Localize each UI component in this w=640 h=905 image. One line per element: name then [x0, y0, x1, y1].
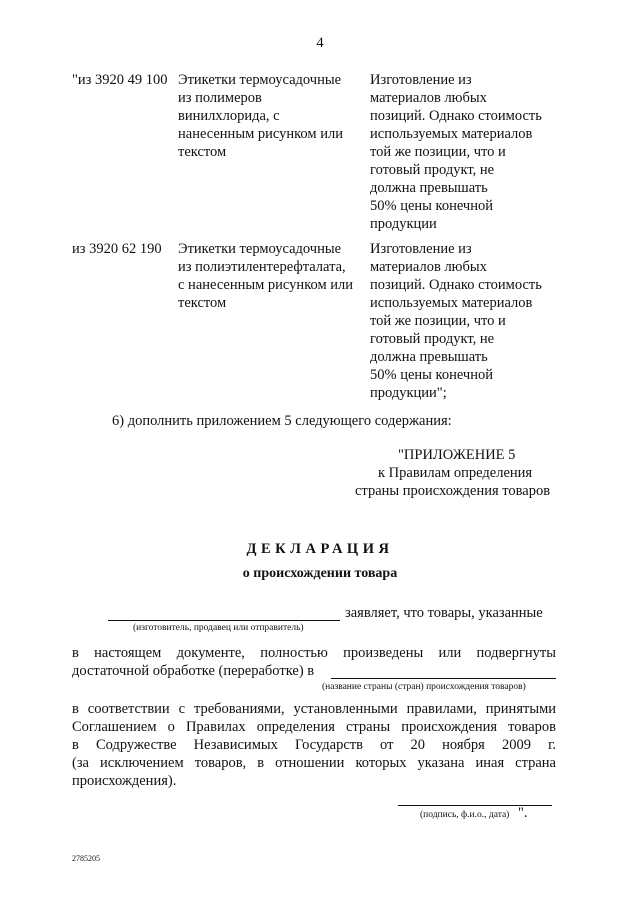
goods-description: Этикетки термоусадочные из полимеров винилхлорида, с нанесенным рисунком или текстом — [178, 72, 343, 160]
signature-blank-line — [398, 805, 552, 806]
appendix-title: "ПРИЛОЖЕНИЕ 5 — [398, 447, 516, 463]
body-line: происхождения). — [72, 773, 177, 789]
statement-text: заявляет, что товары, указанные — [345, 605, 543, 621]
page-number: 4 — [316, 35, 324, 51]
appendix-line-2: страны происхождения товаров — [355, 483, 551, 499]
closing-quote: ". — [518, 805, 528, 821]
body-line: в соответствии с требованиями, установленными правилами, принятыми — [72, 701, 556, 717]
signature-hint: (подпись, ф.и.о., дата) — [420, 810, 510, 820]
body-line: в настоящем документе, полностью произведены или подвергнуты — [72, 645, 556, 661]
declaration-title: ДЕКЛАРАЦИЯ — [246, 541, 394, 557]
country-blank-line — [331, 678, 556, 679]
document-id: 2785205 — [72, 854, 100, 863]
amendment-text: 6) дополнить приложением 5 следующего содержания: — [112, 413, 452, 429]
goods-description: Этикетки термоусадочные из полиэтилентерефталата, с нанесенным рисунком или текстом — [178, 241, 354, 311]
body-line: достаточной обработке (переработке) в — [72, 663, 315, 679]
country-hint: (название страны (стран) происхождения товаров) — [322, 682, 526, 692]
body-line: (за исключением товаров, в отношении которых указана иная страна — [72, 755, 556, 771]
manufacturer-hint: (изготовитель, продавец или отправитель) — [133, 623, 304, 633]
body-line: в Содружестве Независимых Государств от 20 ноября 2009 г. — [72, 737, 556, 753]
tariff-code: "из 3920 49 100 — [72, 72, 168, 88]
declaration-subtitle: о происхождении товара — [242, 566, 398, 581]
tariff-code: из 3920 62 190 — [72, 241, 162, 257]
body-line: Соглашением о Правилах определения страны происхождения товаров — [72, 719, 556, 735]
manufacturer-blank-line — [108, 620, 340, 621]
origin-condition: Изготовление из материалов любых позиций. Однако стоимость используемых материалов той же позиции, что и готовый продукт, не должна превышать 50% цены конечной продукции"; — [370, 241, 542, 401]
origin-condition: Изготовление из материалов любых позиций. Однако стоимость используемых материалов той же позиции, что и готовый продукт, не должна превышать 50% цены конечной продукции — [370, 72, 542, 232]
appendix-line-1: к Правилам определения — [378, 465, 533, 481]
